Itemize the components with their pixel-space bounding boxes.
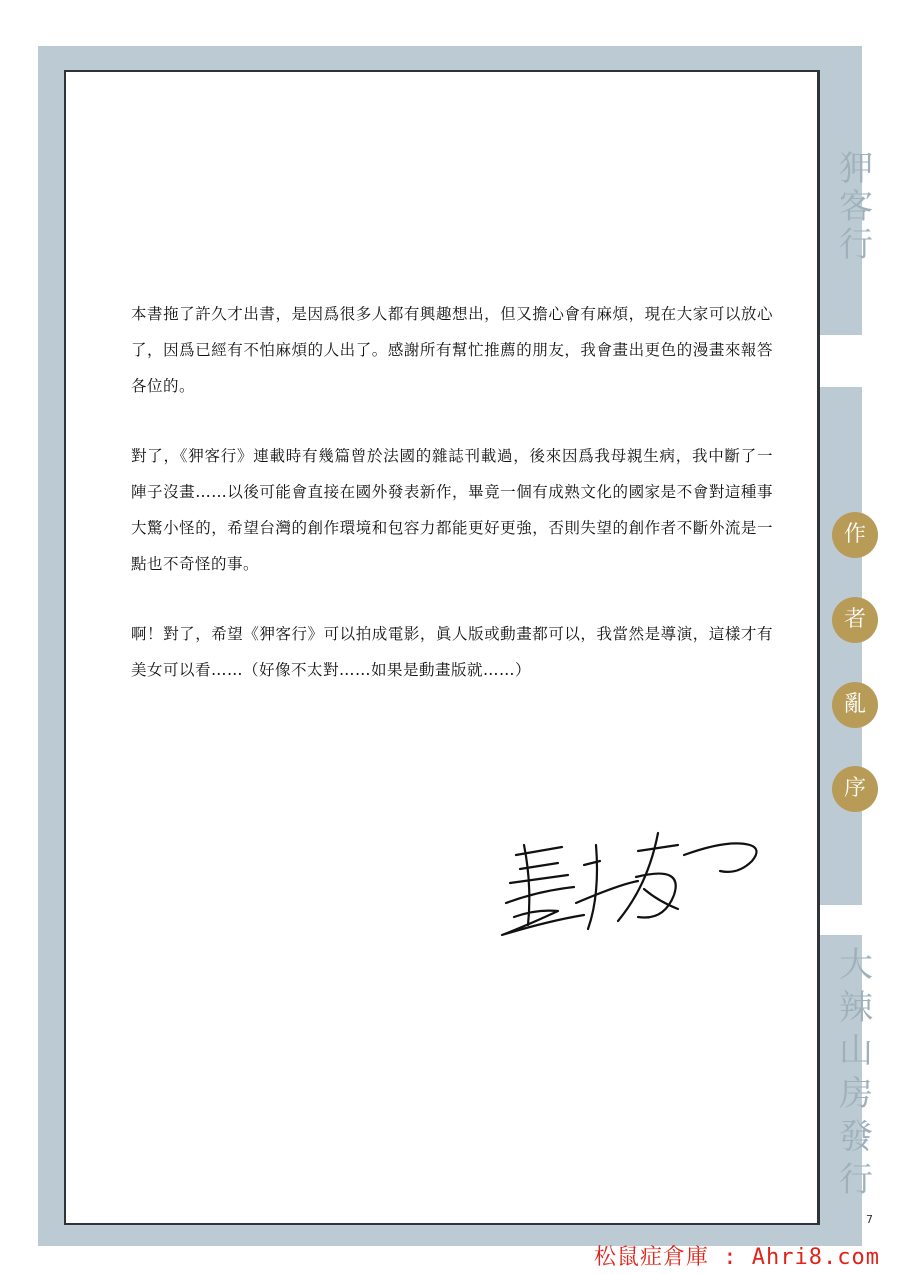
paragraph: 本書拖了許久才出書，是因爲很多人都有興趣想出，但又擔心會有麻煩，現在大家可以放心了，因爲已經有不怕麻煩的人出了。感謝所有幫忙推薦的朋友，我會畫出更色的漫畫來報答各位的。 <box>131 305 773 395</box>
frame-notch <box>819 335 862 387</box>
publisher-vertical <box>836 944 876 1202</box>
frame-notch <box>819 905 862 935</box>
panel-divider <box>819 70 820 1225</box>
page-number: 7 <box>866 1213 873 1226</box>
site-watermark: 松鼠症倉庫 : Ahri8.com <box>594 1245 880 1270</box>
author-signature <box>488 825 768 945</box>
paragraph: 對了，《狎客行》連載時有幾篇曾於法國的雜誌刊載過，後來因爲我母親生病，我中斷了一陣子沒畫……以後可能會直接在國外發表新作，畢竟一個有成熟文化的國家是不會對這種事大驚小怪的，希望台灣的創作環境和包容力都能更好更強，否則失望的創作者不斷外流是一點也不奇怪的事。 <box>131 447 773 573</box>
section-medallion: 序 <box>832 766 878 812</box>
paragraph: 啊！對了，希望《狎客行》可以拍成電影，眞人版或動畫都可以，我當然是導演，這樣才有美女可以看……（好像不太對……如果是動畫版就……） <box>131 625 773 679</box>
section-medallion: 亂 <box>832 682 878 728</box>
publisher-char: 發 <box>839 1117 873 1157</box>
title-char: 行 <box>839 225 873 265</box>
book-title-vertical <box>832 150 880 264</box>
publisher-char: 山 <box>839 1031 873 1071</box>
title-char: 狎 <box>839 149 873 189</box>
publisher-char: 大 <box>839 945 873 985</box>
publisher-char: 房 <box>839 1074 873 1114</box>
section-medallion: 作 <box>832 512 878 558</box>
publisher-char: 行 <box>839 1160 873 1200</box>
preface-body <box>131 296 773 722</box>
title-char: 客 <box>839 187 873 227</box>
publisher-char: 辣 <box>839 988 873 1028</box>
section-medallion: 者 <box>832 597 878 643</box>
